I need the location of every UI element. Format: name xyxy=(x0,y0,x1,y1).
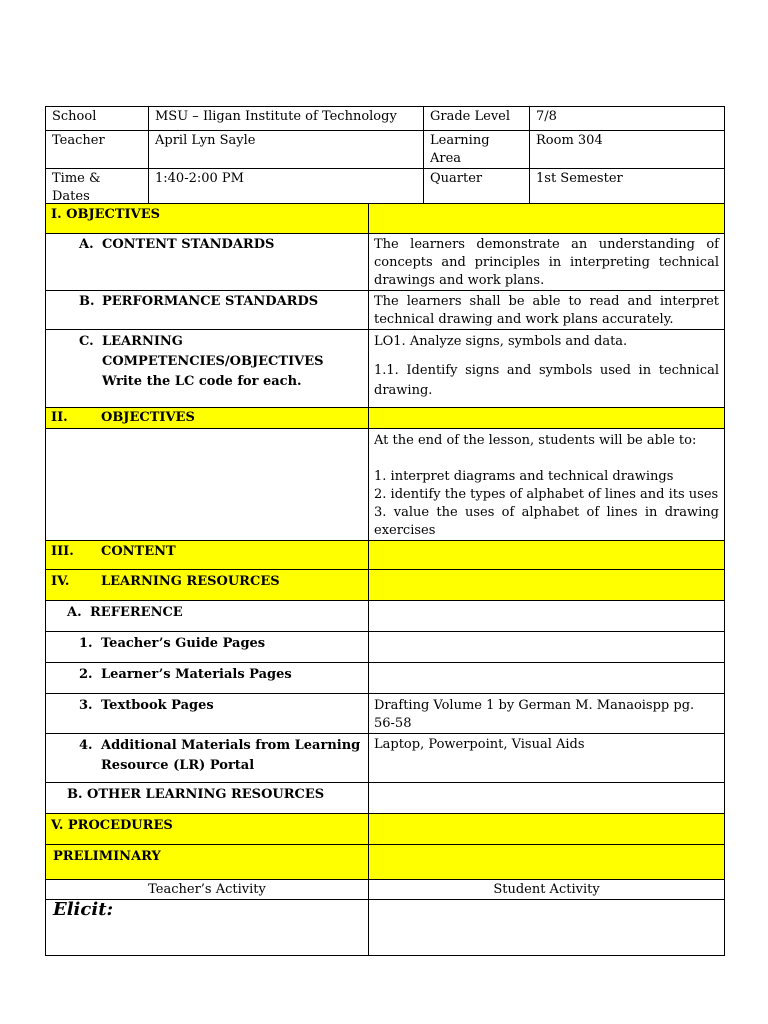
objectives-heading: I. OBJECTIVES xyxy=(46,204,369,234)
reference-value-cell xyxy=(369,601,725,632)
competencies-item: 1.1. Identify signs and symbols used in technical drawing. xyxy=(374,363,719,398)
competencies-label-cell xyxy=(46,330,369,408)
competencies-value-cell xyxy=(369,330,725,408)
time-dates-value: 1:40-2:00 PM xyxy=(149,169,424,207)
performance-standards-row xyxy=(46,291,725,330)
reference-label: REFERENCE xyxy=(90,605,183,620)
objectives2-heading-empty-cell xyxy=(369,408,725,429)
preliminary-row xyxy=(46,845,725,880)
objectives2-item-2: 2. identify the types of alphabet of lines and its uses xyxy=(374,487,719,502)
additional-materials-value: Laptop, Powerpoint, Visual Aids xyxy=(369,734,725,783)
competencies-row xyxy=(46,330,725,408)
reference-letter: A. xyxy=(67,605,82,620)
quarter-value: 1st Semester xyxy=(530,169,725,207)
header-row-school xyxy=(46,107,725,131)
objectives-heading-row xyxy=(46,204,725,234)
reference-row xyxy=(46,601,725,632)
procedures-empty-cell xyxy=(369,814,725,845)
resources-heading-empty-cell xyxy=(369,570,725,601)
competencies-label-line3: Write the LC code for each. xyxy=(102,374,302,389)
grade-level-value: 7/8 xyxy=(530,107,725,131)
textbook-num: 3. xyxy=(79,698,93,713)
objectives2-item-3: 3. value the uses of alphabet of lines in drawing exercises xyxy=(374,505,719,538)
competencies-lo1: LO1. Analyze signs, symbols and data. xyxy=(374,334,628,349)
teachers-guide-value-cell xyxy=(369,632,725,663)
content-standards-label-cell xyxy=(46,234,369,291)
performance-standards-label-cell xyxy=(46,291,369,330)
header-row-time xyxy=(46,169,725,207)
student-activity-header: Student Activity xyxy=(369,880,725,900)
learners-materials-label-cell xyxy=(46,663,369,694)
quarter-label: Quarter xyxy=(424,169,530,207)
elicit-cell xyxy=(46,900,369,956)
additional-materials-row xyxy=(46,734,725,783)
other-resources-value-cell xyxy=(369,783,725,814)
school-value: MSU – Iligan Institute of Technology xyxy=(149,107,424,131)
content-standards-value: The learners demonstrate an understanding of concepts and principles in interpreting technical drawings and work plans. xyxy=(369,234,725,291)
textbook-label: Textbook Pages xyxy=(101,698,214,713)
objectives2-num: II. xyxy=(51,410,68,425)
textbook-row xyxy=(46,694,725,734)
elicit-student-cell xyxy=(369,900,725,956)
learners-materials-num: 2. xyxy=(79,667,93,682)
content-label: CONTENT xyxy=(101,544,176,559)
reference-label-cell xyxy=(46,601,369,632)
performance-standards-label: PERFORMANCE STANDARDS xyxy=(102,294,319,309)
learners-materials-row xyxy=(46,663,725,694)
textbook-label-cell xyxy=(46,694,369,734)
additional-materials-label-cell xyxy=(46,734,369,783)
teachers-guide-row xyxy=(46,632,725,663)
additional-materials-num: 4. xyxy=(79,738,93,753)
additional-materials-label-line2: Resource (LR) Portal xyxy=(101,758,255,773)
procedures-heading: V. PROCEDURES xyxy=(46,814,369,845)
content-standards-letter: A. xyxy=(79,237,94,252)
resources-heading-row xyxy=(46,570,725,601)
resources-label: LEARNING RESOURCES xyxy=(101,574,280,589)
additional-materials-label-line1: Additional Materials from Learning xyxy=(101,738,361,753)
learners-materials-label: Learner’s Materials Pages xyxy=(101,667,292,682)
content-num: III. xyxy=(51,544,74,559)
performance-standards-value: The learners shall be able to read and interpret technical drawing and work plans accurately. xyxy=(369,291,725,330)
time-dates-label: Time & Dates xyxy=(46,169,149,207)
teacher-value: April Lyn Sayle xyxy=(149,131,424,169)
objectives2-intro: At the end of the lesson, students will be able to: xyxy=(374,433,697,448)
elicit-row xyxy=(46,900,725,956)
objectives2-heading-row xyxy=(46,408,725,429)
objectives2-content-row xyxy=(46,429,725,541)
teachers-guide-label-cell xyxy=(46,632,369,663)
lesson-plan-table xyxy=(45,203,725,956)
teachers-guide-label: Teacher’s Guide Pages xyxy=(101,636,266,651)
school-label: School xyxy=(46,107,149,131)
learning-area-label: Learning Area xyxy=(424,131,530,169)
grade-level-label: Grade Level xyxy=(424,107,530,131)
elicit-label: Elicit: xyxy=(53,899,114,920)
learners-materials-value-cell xyxy=(369,663,725,694)
header-row-teacher xyxy=(46,131,725,169)
objectives2-heading-cell xyxy=(46,408,369,429)
content-standards-label: CONTENT STANDARDS xyxy=(102,237,275,252)
performance-standards-letter: B. xyxy=(79,294,95,309)
resources-heading-cell xyxy=(46,570,369,601)
learning-area-value: Room 304 xyxy=(530,131,725,169)
teacher-label: Teacher xyxy=(46,131,149,169)
teachers-guide-num: 1. xyxy=(79,636,93,651)
objectives2-label: OBJECTIVES xyxy=(101,410,195,425)
competencies-label-line2: COMPETENCIES/OBJECTIVES xyxy=(102,354,324,369)
procedures-row xyxy=(46,814,725,845)
other-resources-label: B. OTHER LEARNING RESOURCES xyxy=(46,783,369,814)
teacher-activity-header: Teacher’s Activity xyxy=(46,880,369,900)
competencies-letter: C. xyxy=(79,334,94,349)
other-resources-row xyxy=(46,783,725,814)
objectives2-item-1: 1. interpret diagrams and technical drawings xyxy=(374,469,674,484)
content-heading-row xyxy=(46,541,725,570)
content-heading-empty-cell xyxy=(369,541,725,570)
objectives2-empty-cell xyxy=(46,429,369,541)
competencies-label-line1: LEARNING xyxy=(102,334,183,349)
objectives2-value-cell xyxy=(369,429,725,541)
content-standards-row xyxy=(46,234,725,291)
preliminary-heading: PRELIMINARY xyxy=(46,845,369,880)
textbook-value: Drafting Volume 1 by German M. Manaoispp pg. 56-58 xyxy=(369,694,725,734)
resources-num: IV. xyxy=(51,574,70,589)
activity-header-row xyxy=(46,880,725,900)
objectives-heading-empty-cell xyxy=(369,204,725,234)
preliminary-empty-cell xyxy=(369,845,725,880)
content-heading-cell xyxy=(46,541,369,570)
header-info-table xyxy=(45,106,725,207)
